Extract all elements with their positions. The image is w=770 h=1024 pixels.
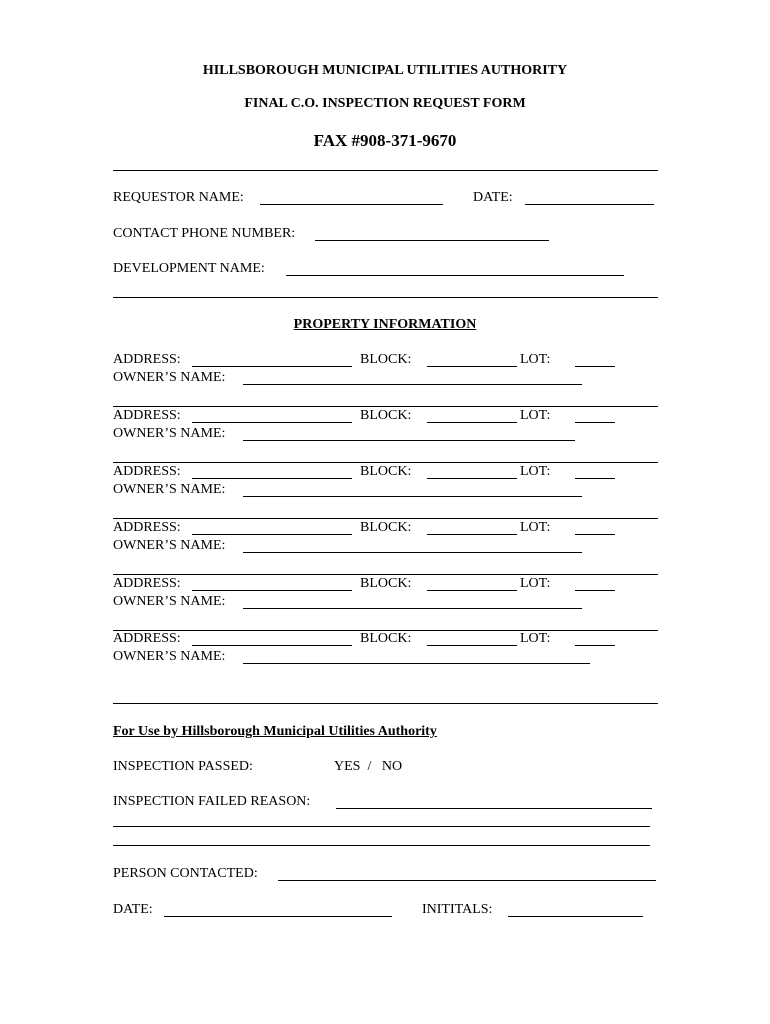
- org-title: HILLSBOROUGH MUNICIPAL UTILITIES AUTHORITY: [202, 63, 568, 78]
- block-field[interactable]: [427, 590, 517, 591]
- office-date-label: DATE:: [113, 902, 153, 917]
- divider: [113, 170, 658, 171]
- address-field[interactable]: [192, 590, 352, 591]
- block-label: BLOCK:: [360, 464, 412, 479]
- lot-field[interactable]: [575, 645, 615, 646]
- inspection-passed-label: INSPECTION PASSED:: [113, 759, 253, 774]
- lot-field[interactable]: [575, 534, 615, 535]
- yes-no-option[interactable]: YES / NO: [334, 759, 403, 774]
- block-label: BLOCK:: [360, 520, 412, 535]
- property-divider: [113, 406, 658, 407]
- lot-label: LOT:: [520, 408, 551, 423]
- lot-label: LOT:: [520, 631, 551, 646]
- owner-name-field[interactable]: [243, 440, 575, 441]
- lot-field[interactable]: [575, 590, 615, 591]
- contact-phone-field[interactable]: [315, 240, 549, 241]
- owner-name-field[interactable]: [243, 496, 582, 497]
- failed-reason-field[interactable]: [336, 808, 652, 809]
- requestor-name-label: REQUESTOR NAME:: [113, 190, 244, 205]
- block-field[interactable]: [427, 478, 517, 479]
- requestor-name-field[interactable]: [260, 204, 443, 205]
- block-label: BLOCK:: [360, 631, 412, 646]
- owner-name-label: OWNER’S NAME:: [113, 594, 226, 609]
- request-date-label: DATE:: [473, 190, 513, 205]
- development-name-field[interactable]: [286, 275, 624, 276]
- address-label: ADDRESS:: [113, 631, 181, 646]
- block-field[interactable]: [427, 645, 517, 646]
- property-divider: [113, 574, 658, 575]
- initials-field[interactable]: [508, 916, 643, 917]
- address-label: ADDRESS:: [113, 352, 181, 367]
- block-label: BLOCK:: [360, 352, 412, 367]
- lot-label: LOT:: [520, 520, 551, 535]
- owner-name-label: OWNER’S NAME:: [113, 649, 226, 664]
- block-label: BLOCK:: [360, 576, 412, 591]
- property-divider: [113, 518, 658, 519]
- owner-name-field[interactable]: [243, 663, 590, 664]
- address-field[interactable]: [192, 478, 352, 479]
- lot-label: LOT:: [520, 352, 551, 367]
- block-field[interactable]: [427, 534, 517, 535]
- inspection-failed-label: INSPECTION FAILED REASON:: [113, 794, 311, 809]
- office-use-heading: For Use by Hillsborough Municipal Utilities Authority: [113, 724, 437, 739]
- owner-name-label: OWNER’S NAME:: [113, 482, 226, 497]
- block-field[interactable]: [427, 366, 517, 367]
- owner-name-label: OWNER’S NAME:: [113, 370, 226, 385]
- owner-name-label: OWNER’S NAME:: [113, 426, 226, 441]
- address-field[interactable]: [192, 534, 352, 535]
- address-label: ADDRESS:: [113, 520, 181, 535]
- owner-name-field[interactable]: [243, 384, 582, 385]
- lot-label: LOT:: [520, 576, 551, 591]
- address-label: ADDRESS:: [113, 408, 181, 423]
- failed-reason-line-2[interactable]: [113, 826, 650, 827]
- property-divider: [113, 462, 658, 463]
- block-field[interactable]: [427, 422, 517, 423]
- address-field[interactable]: [192, 422, 352, 423]
- lot-field[interactable]: [575, 366, 615, 367]
- address-field[interactable]: [192, 366, 352, 367]
- request-date-field[interactable]: [525, 204, 654, 205]
- owner-name-field[interactable]: [243, 552, 582, 553]
- address-label: ADDRESS:: [113, 464, 181, 479]
- address-label: ADDRESS:: [113, 576, 181, 591]
- contact-phone-label: CONTACT PHONE NUMBER:: [113, 226, 296, 241]
- development-name-label: DEVELOPMENT NAME:: [113, 261, 265, 276]
- property-heading: PROPERTY INFORMATION: [293, 317, 477, 332]
- initials-label: INITITALS:: [422, 902, 493, 917]
- divider: [113, 297, 658, 298]
- owner-name-label: OWNER’S NAME:: [113, 538, 226, 553]
- lot-field[interactable]: [575, 422, 615, 423]
- person-contacted-label: PERSON CONTACTED:: [113, 866, 258, 881]
- lot-field[interactable]: [575, 478, 615, 479]
- owner-name-field[interactable]: [243, 608, 582, 609]
- lot-label: LOT:: [520, 464, 551, 479]
- block-label: BLOCK:: [360, 408, 412, 423]
- form-title: FINAL C.O. INSPECTION REQUEST FORM: [244, 96, 526, 111]
- address-field[interactable]: [192, 645, 352, 646]
- fax-number: FAX #908-371-9670: [313, 131, 457, 150]
- person-contacted-field[interactable]: [278, 880, 656, 881]
- failed-reason-line-3[interactable]: [113, 845, 650, 846]
- office-date-field[interactable]: [164, 916, 392, 917]
- divider: [113, 703, 658, 704]
